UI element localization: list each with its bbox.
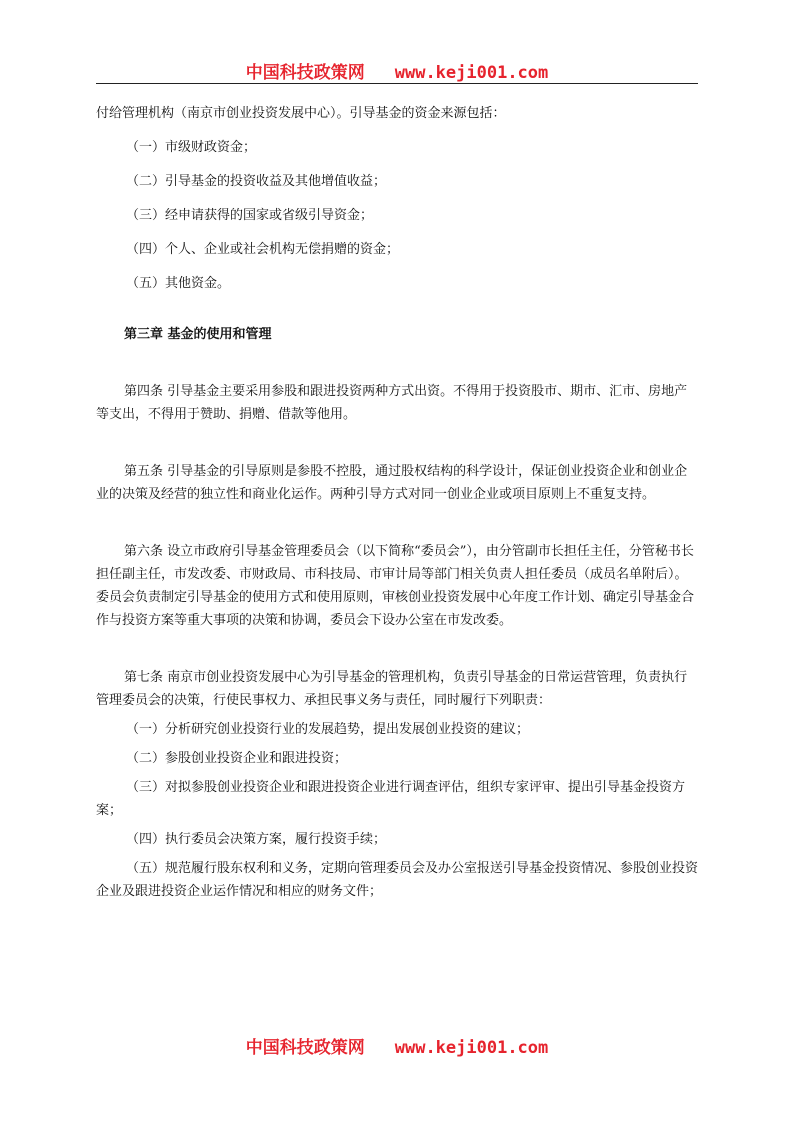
duties-list bbox=[96, 718, 698, 903]
document-body bbox=[96, 102, 698, 909]
page-header bbox=[0, 58, 794, 83]
source-item: （四）个人、企业或社会机构无偿捐赠的资金； bbox=[126, 242, 400, 257]
header-rule bbox=[96, 83, 698, 84]
source-item: （五）其他资金。 bbox=[126, 276, 231, 291]
header-site-name: 中国科技政策网 bbox=[245, 63, 365, 83]
source-item: （三）经申请获得的国家或省级引导资金； bbox=[126, 208, 374, 223]
article-7: 第七条 南京市创业投资发展中心为引导基金的管理机构，负责引导基金的日常运营管理，负责执行管理委员会的决策，行使民事权力、承担民事义务与责任，同时履行下列职责： bbox=[96, 670, 688, 708]
duty-item: （五）规范履行股东权利和义务，定期向管理委员会及办公室报送引导基金投资情况、参股创业投资企业及跟进投资企业运作情况和相应的财务文件； bbox=[96, 861, 699, 899]
source-item: （一）市级财政资金； bbox=[126, 140, 257, 155]
duty-item: （四）执行委员会决策方案，履行投资手续； bbox=[126, 832, 387, 847]
chapter-heading: 第三章 基金的使用和管理 bbox=[124, 327, 272, 342]
article-5: 第五条 引导基金的引导原则是参股不控股，通过股权结构的科学设计，保证创业投资企业和创业企业的决策及经营的独立性和商业化运作。两种引导方式对同一创业企业或项目原则上不重复支持。 bbox=[96, 464, 688, 502]
page-footer bbox=[0, 1033, 794, 1058]
footer-site-url[interactable]: www.keji001.com bbox=[394, 1038, 549, 1058]
duty-item: （二）参股创业投资企业和跟进投资； bbox=[126, 751, 348, 766]
source-item: （二）引导基金的投资收益及其他增值收益； bbox=[126, 174, 387, 189]
header-site-url[interactable]: www.keji001.com bbox=[394, 63, 549, 83]
duty-item: （一）分析研究创业投资行业的发展趋势，提出发展创业投资的建议； bbox=[126, 722, 530, 737]
duty-item: （三）对拟参股创业投资企业和跟进投资企业进行调查评估，组织专家评审、提出引导基金投资方案； bbox=[96, 780, 686, 818]
article-4: 第四条 引导基金主要采用参股和跟进投资两种方式出资。不得用于投资股市、期市、汇市、房地产等支出，不得用于赞助、捐赠、借款等他用。 bbox=[96, 384, 688, 422]
article-6: 第六条 设立市政府引导基金管理委员会（以下简称“委员会”），由分管副市长担任主任，分管秘书长担任副主任，市发改委、市财政局、市科技局、市审计局等部门相关负责人担任委员（成员名单附后）。委员会负责制定引导基金的使用方式和使用原则，审核创业投资发展中心年度工作计划、确定引导基金合作与投资方案等重大事项的决策和协调，委员会下设办公室在市发改委。 bbox=[96, 544, 695, 628]
intro-paragraph: 付给管理机构（南京市创业投资发展中心）。引导基金的资金来源包括： bbox=[96, 106, 506, 121]
footer-site-name: 中国科技政策网 bbox=[245, 1038, 365, 1058]
